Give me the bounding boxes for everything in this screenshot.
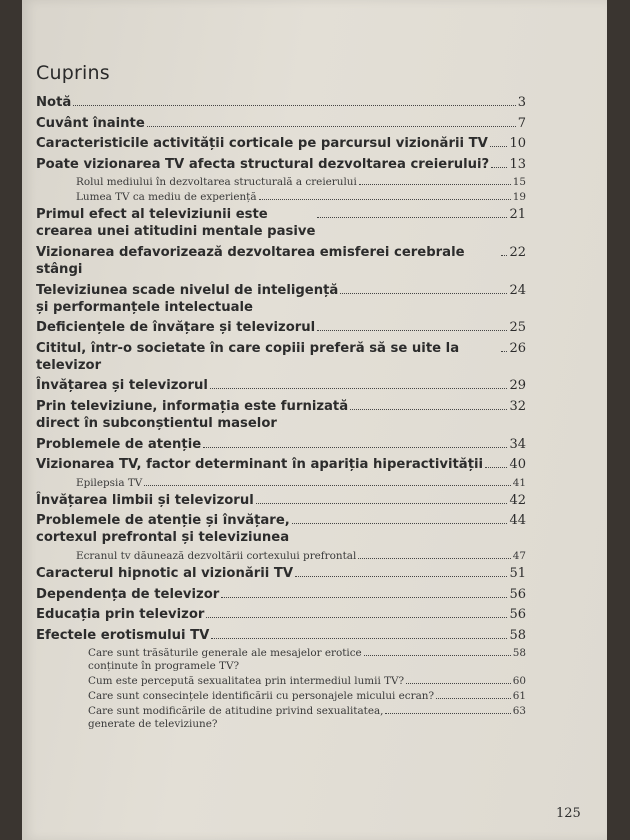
toc-entry-page: 44 [509,513,526,529]
dot-leader [292,523,508,524]
dot-leader [490,146,508,147]
toc-entry-title: Caracteristicile activității corticale pe parcursul vizionării TV [36,136,488,152]
toc-entry-page: 10 [509,136,526,152]
dot-leader [385,713,510,714]
dot-leader [359,184,511,185]
toc-entry [36,565,526,582]
toc-entry-title: Notă [36,95,72,110]
toc-entry-page: 61 [512,690,526,703]
toc-entry-page: 47 [512,549,526,562]
toc-entry [36,705,526,731]
toc-entry [36,115,526,132]
dot-leader [317,330,507,331]
dot-leader [485,467,507,468]
toc-entry-page: 15 [512,176,526,189]
toc-entry-title: Învățarea și televizorul [36,378,208,394]
toc-entry [36,244,526,278]
toc-entry-title: Rolul mediului în dezvoltarea structurală a creierului [76,176,357,189]
dot-leader [210,388,508,389]
toc-entry [36,647,526,673]
toc-entry-page: 42 [509,492,526,508]
toc-entry-title: Dependența de televizor [36,586,220,602]
toc-entry-page: 63 [512,705,526,718]
dot-leader [436,698,511,699]
toc-entry-page: 29 [509,378,526,394]
toc-entry [36,398,526,432]
toc-entry-title: Prin televiziune, informația este furnizată direct în subconștientul maselor [36,398,349,431]
dot-leader [406,683,511,684]
toc-entry-page: 26 [509,340,526,356]
toc-entry-title: Problemele de atenție și învățare, cortexul prefrontal și televiziunea [36,513,290,546]
toc-entry-title: Problemele de atenție [36,436,202,452]
toc-entry [36,436,526,453]
toc-entry-page: 58 [509,627,526,643]
table-of-contents [36,94,526,733]
dot-leader [317,217,507,218]
dot-leader [501,351,507,352]
toc-entry [36,340,526,374]
toc-entry-page: 58 [512,647,526,660]
dot-leader [501,255,507,256]
dot-leader [206,617,507,618]
dot-leader [221,597,507,598]
toc-entry-title: Primul efect al televiziunii este crearea unei atitudini mentale pasive [36,207,316,240]
toc-entry-title: Caracterul hipnotic al vizionării TV [36,565,294,581]
dot-leader [340,293,507,294]
dot-leader [256,503,508,504]
toc-entry [36,282,526,316]
toc-entry [36,206,526,240]
toc-entry-title: Care sunt modificările de atitudine privind sexualitatea, generate de televiziune? [88,705,384,731]
toc-entry-page: 40 [509,457,526,473]
dot-leader [358,558,511,559]
toc-entry [36,675,526,688]
toc-entry-title: Cum este percepută sexualitatea prin intermediul lumii TV? [88,675,405,688]
toc-entry-title: Care sunt consecințele identificării cu personajele micului ecran? [88,690,435,703]
toc-entry-title: Epilepsia TV [76,476,143,489]
toc-entry-title: Televiziunea scade nivelul de inteligență și performanțele intelectuale [36,282,339,315]
toc-entry-title: Învățarea limbii și televizorul [36,492,254,508]
toc-entry-page: 19 [512,191,526,204]
toc-entry-title: Deficiențele de învățare și televizorul [36,320,316,336]
toc-entry [36,477,526,490]
toc-entry-title: Ecranul tv dăunează dezvoltării cortexului prefrontal [76,549,357,562]
toc-entry-title: Cuvânt înainte [36,115,145,131]
toc-entry-title: Poate vizionarea TV afecta structural dezvoltarea creierului? [36,156,490,172]
toc-entry [36,176,526,189]
toc-entry [36,377,526,394]
toc-entry [36,156,526,173]
dot-leader [350,409,507,410]
toc-entry-title: Vizionarea TV, factor determinant în apariția hiperactivității [36,457,484,473]
dot-leader [147,126,516,127]
toc-entry-page: 25 [509,320,526,336]
dot-leader [144,485,510,486]
dot-leader [259,199,511,200]
toc-entry [36,512,526,546]
toc-entry-page: 41 [512,476,526,489]
dot-leader [491,167,507,168]
toc-entry-title: Lumea TV ca mediu de experiență [76,191,257,204]
toc-entry-page: 56 [509,586,526,602]
toc-entry-page: 60 [512,675,526,688]
toc-entry-title: Efectele erotismului TV [36,627,210,643]
toc-entry-title: Care sunt trăsăturile generale ale mesajelor erotice conținute în programele TV? [88,647,362,673]
toc-entry [36,492,526,509]
toc-entry [36,627,526,644]
toc-entry [36,191,526,204]
toc-entry-title: Educația prin televizor [36,607,205,623]
toc-heading: Cuprins [36,62,110,84]
toc-entry [36,606,526,623]
toc-entry-page: 3 [517,95,526,110]
toc-entry [36,94,526,111]
dot-leader [211,638,507,639]
toc-entry-page: 51 [509,565,526,581]
dot-leader [203,447,507,448]
toc-entry-page: 21 [509,207,526,223]
toc-entry-page: 7 [517,115,526,131]
toc-entry [36,690,526,703]
toc-entry [36,319,526,336]
toc-entry-page: 22 [509,244,526,260]
toc-entry-page: 32 [509,398,526,414]
toc-entry-page: 56 [509,607,526,623]
toc-entry-page: 24 [509,282,526,298]
book-page [22,0,607,840]
toc-entry-title: Cititul, într-o societate în care copiii preferă să se uite la televizor [36,340,460,373]
toc-entry [36,135,526,152]
dot-leader [73,105,515,106]
toc-entry-page: 13 [509,156,526,172]
dot-leader [364,655,511,656]
page-number: 125 [556,806,581,821]
toc-entry [36,456,526,473]
toc-entry-title: Vizionarea defavorizează dezvoltarea emisferei cerebrale stângi [36,244,465,277]
toc-entry [36,550,526,563]
toc-entry-page: 34 [509,436,526,452]
dot-leader [295,576,507,577]
toc-entry [36,586,526,603]
